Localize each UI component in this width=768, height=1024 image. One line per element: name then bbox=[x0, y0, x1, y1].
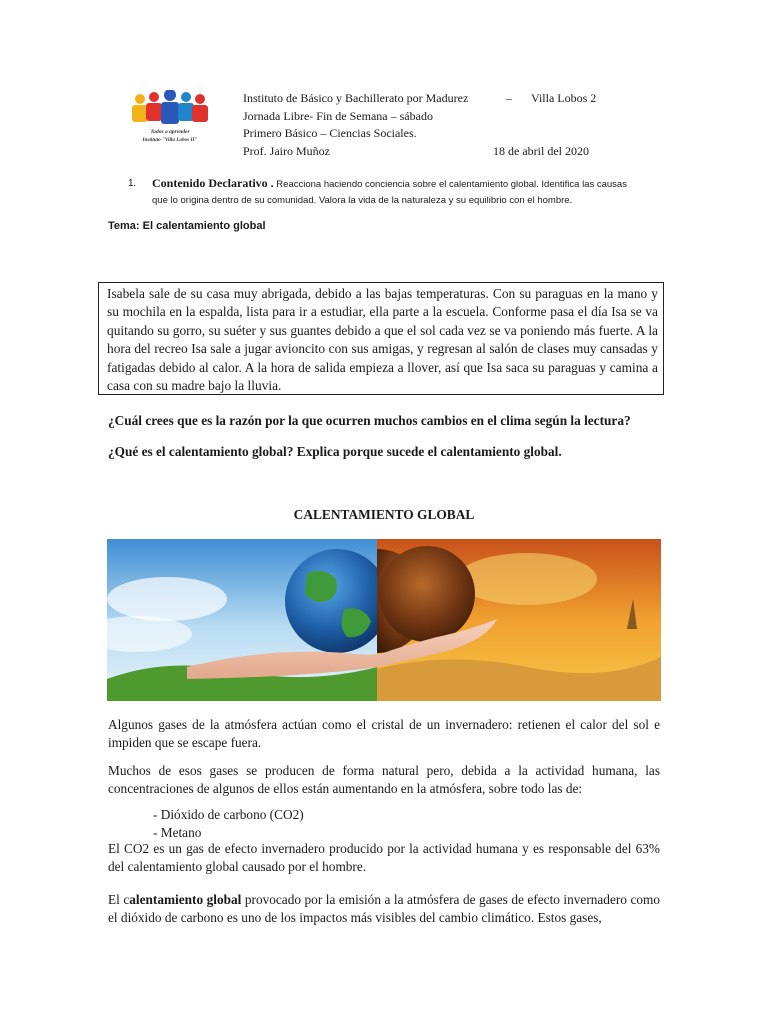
section-title: CALENTAMIENTO GLOBAL bbox=[293, 507, 475, 522]
list-item-co2: - Dióxido de carbono (CO2) bbox=[153, 807, 304, 822]
p5-start: El c bbox=[108, 892, 130, 907]
p5-rest: provocado por la emisión a la atmósfera de gases de efecto invernadero como el dióxido de carbono es uno de los impactos más visibles del cambio climático. Estos gases, bbox=[108, 892, 660, 925]
teacher-name: Prof. Jairo Muñoz bbox=[243, 143, 330, 158]
item-description-line2: que lo origina dentro de su comunidad. Valora la vida de la naturaleza y su equilibrio con el hombre. bbox=[152, 195, 573, 206]
paragraph-greenhouse: Algunos gases de la atmósfera actúan como el cristal de un invernadero: retienen el calor del sol e impiden que se escape fuera. bbox=[108, 717, 660, 750]
schedule-line: Jornada Libre- Fin de Semana – sábado bbox=[243, 108, 433, 123]
paragraph-warming bbox=[108, 891, 660, 927]
logo-name: Instituto "Villa Lobos II" bbox=[142, 137, 198, 143]
p5-bold-term: alentamiento global bbox=[129, 892, 242, 907]
institute-name: Instituto de Básico y Bachillerato por Madurez bbox=[243, 91, 469, 105]
item-number: 1. bbox=[128, 178, 137, 189]
topic-heading: Tema: El calentamiento global bbox=[108, 220, 266, 232]
item-description-line1: Reacciona haciendo conciencia sobre el calentamiento global. Identifica las causas bbox=[273, 179, 627, 190]
paragraph-co2: El CO2 es un gas de efecto invernadero producido por la actividad humana y es responsable del 63% del calentamiento global causado por el hombre. bbox=[108, 841, 660, 874]
question-1: ¿Cuál crees que es la razón por la que ocurren muchos cambios en el clima según la lectura? bbox=[108, 413, 631, 428]
document-header bbox=[243, 90, 663, 160]
list-item-methane: - Metano bbox=[153, 825, 202, 840]
global-warming-illustration bbox=[107, 539, 661, 701]
header-dash: – bbox=[506, 91, 512, 105]
item-label: Contenido Declarativo . bbox=[152, 176, 274, 190]
course-line: Primero Básico – Ciencias Sociales. bbox=[243, 126, 417, 140]
logo-motto: Todos a aprender bbox=[150, 129, 190, 135]
question-2: ¿Qué es el calentamiento global? Explica porque sucede el calentamiento global. bbox=[108, 444, 562, 459]
campus-name: Villa Lobos 2 bbox=[531, 91, 597, 105]
reading-box: Isabela sale de su casa muy abrigada, debido a las bajas temperaturas. Con su paraguas en la mano y su mochila en la espalda, lista para ir a estudiar, ella parte a la escuela. Conforme pasa el día Isa se va quitando su gorro, su suéter y sus guantes debido a que el sol cada vez se va poniendo más fuerte. A la hora del recreo Isa sale a jugar avioncito con sus amigas, y regresan al salón de clases muy cansadas y fatigadas debido al calor. A la hora de salida empieza a llover, así que Isa saca su paraguas y camina a casa con su madre bajo la lluvia. bbox=[98, 282, 664, 395]
institute-logo bbox=[128, 90, 212, 146]
paragraph-gases: Muchos de esos gases se producen de forma natural pero, debida a la actividad humana, las concentraciones de algunos de ellos están aumentando en la atmósfera, sobre todo las de: bbox=[108, 763, 660, 796]
document-date: 18 de abril del 2020 bbox=[493, 143, 589, 158]
